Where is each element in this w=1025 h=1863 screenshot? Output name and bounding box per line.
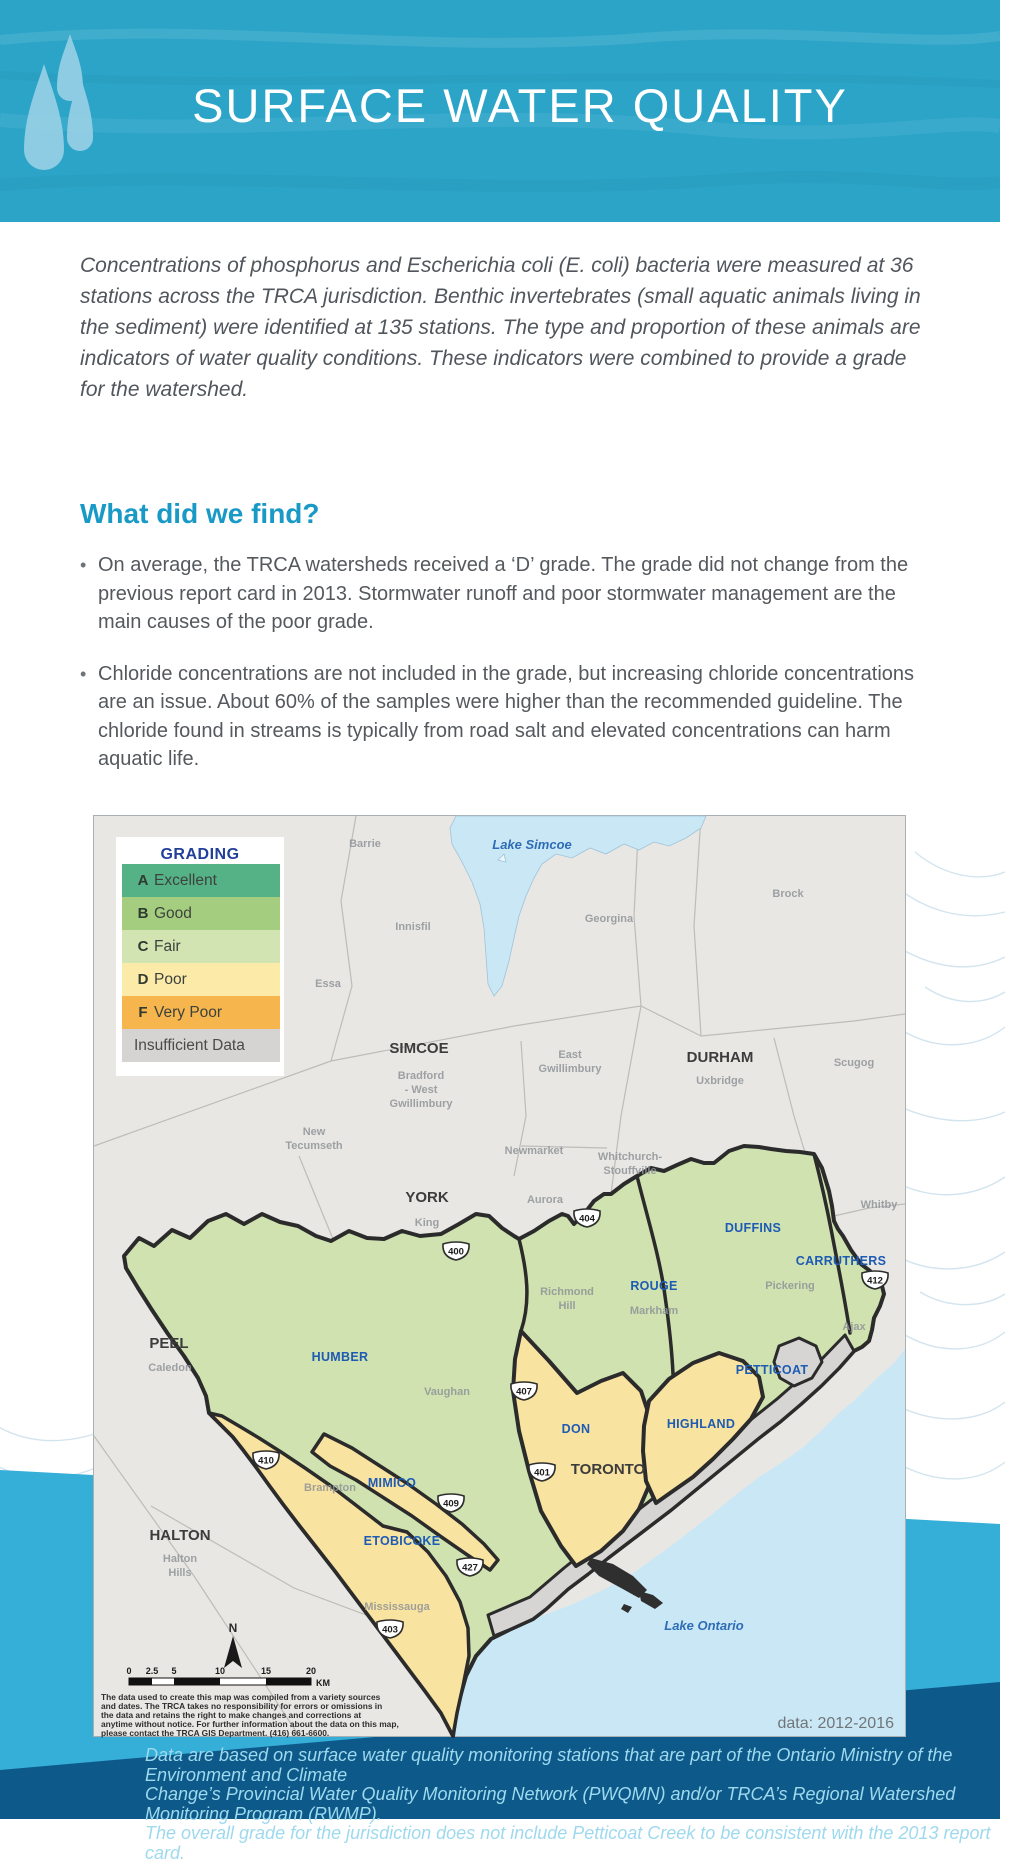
disclaimer-line-2: and dates. The TRCA takes no responsibility for errors or omissions in <box>101 1701 383 1711</box>
muni-innisfil: Innisfil <box>395 921 431 933</box>
watershed-humber-label: HUMBER <box>311 1350 369 1364</box>
finding-bullet-2: • Chloride concentrations are not included in the grade, but increasing chloride concentrations are an issue. About 60% of the samples were higher than the recommended guideline. The chloride found in streams is typically from road salt and elevated concentrations can harm aquatic life. <box>80 660 938 774</box>
scale-tick-2-5: 2.5 <box>145 1666 159 1676</box>
muni-whitby: Whitby <box>860 1199 898 1211</box>
muni-richmond-hill-2: Hill <box>558 1300 576 1312</box>
highway-409-shield: 409 <box>443 1498 459 1510</box>
legend-row-d <box>122 963 280 996</box>
muni-king: King <box>414 1217 440 1229</box>
muni-halton-hills-1: Halton <box>162 1553 198 1565</box>
watershed-duffins-label: DUFFINS <box>724 1221 782 1235</box>
scale-tick-15: 15 <box>260 1666 272 1676</box>
muni-whitchurch-1: Whitchurch- <box>597 1151 663 1163</box>
scale-tick-10: 10 <box>214 1666 226 1676</box>
muni-mississauga: Mississauga <box>364 1601 430 1613</box>
lake-ontario-label: Lake Ontario <box>664 1618 744 1633</box>
north-arrow-label: N <box>228 1621 238 1635</box>
region-durham-label: DURHAM <box>686 1049 754 1066</box>
muni-barrie: Barrie <box>349 838 381 850</box>
muni-essa: Essa <box>315 978 341 990</box>
muni-markham: Markham <box>629 1305 679 1317</box>
watershed-highland-label: HIGHLAND <box>666 1417 736 1431</box>
muni-caledon: Caledon <box>148 1362 192 1374</box>
legend-row-f <box>122 996 280 1029</box>
muni-richmond-hill-1: Richmond <box>540 1286 594 1298</box>
region-toronto-label: TORONTO <box>570 1461 646 1478</box>
muni-georgina: Georgina <box>584 913 634 925</box>
disclaimer-line-1: The data used to create this map was compiled from a variety sources <box>101 1692 381 1702</box>
muni-new-tecumseth-1: New <box>302 1126 326 1138</box>
muni-ajax: Ajax <box>842 1321 866 1333</box>
legend-grade-label: Very Poor <box>154 1003 223 1021</box>
muni-east-gwillimbury-1: East <box>558 1049 582 1061</box>
legend-grade-letter: C <box>137 938 149 955</box>
footer-line-1: Data are based on surface water quality monitoring stations that are part of the Ontario Ministry of the Environment and Climate <box>145 1745 953 1785</box>
muni-vaughan: Vaughan <box>424 1386 470 1398</box>
grading-legend <box>116 837 284 1076</box>
highway-427-shield: 427 <box>462 1562 478 1574</box>
finding-bullet-1: • On average, the TRCA watersheds received a ‘D’ grade. The grade did not change from the previous report card in 2013. Stormwater runoff and poor stormwater management are the main causes of the poor grade. <box>80 551 938 637</box>
legend-grade-letter: A <box>137 872 149 889</box>
highway-412-shield: 412 <box>867 1275 883 1287</box>
legend-row-insufficient <box>122 1029 280 1062</box>
highway-407-shield: 407 <box>516 1386 532 1398</box>
muni-pickering: Pickering <box>765 1280 815 1292</box>
intro-paragraph: Concentrations of phosphorus and Escherichia coli (E. coli) bacteria were measured at 36 stations across the TRCA jurisdiction. Benthic invertebrates (small aquatic animals living in the sediment) were identified at 135 stations. The type and proportion of these animals are indicators of water quality conditions. These indicators were combined to provide a grade for the watershed. <box>80 254 921 401</box>
scale-tick-0: 0 <box>126 1666 132 1676</box>
watershed-carruthers-label: CARRUTHERS <box>795 1254 887 1268</box>
scale-tick-20: 20 <box>305 1666 317 1676</box>
region-halton-label: HALTON <box>149 1527 211 1544</box>
scale-tick-5: 5 <box>171 1666 177 1676</box>
muni-whitchurch-2: Stouffville <box>603 1165 657 1177</box>
legend-row-b <box>122 897 280 930</box>
highway-403-shield: 403 <box>382 1624 398 1636</box>
disclaimer-line-4: anytime without notice. For further information about the data on this map, <box>101 1719 399 1729</box>
muni-brock: Brock <box>772 888 804 900</box>
findings-list <box>80 551 938 797</box>
data-years-note: data: 2012-2016 <box>777 1715 894 1732</box>
header-banner <box>0 0 1000 222</box>
legend-grade-label: Good <box>154 904 192 922</box>
disclaimer-line-3: the data and retains the right to make changes and corrections at <box>101 1710 362 1720</box>
footer-source-note <box>145 1746 1025 1863</box>
watershed-etobicoke-label: ETOBICOKE <box>363 1534 441 1548</box>
lake-simcoe-label: Lake Simcoe <box>492 837 572 852</box>
muni-newmarket: Newmarket <box>504 1145 564 1157</box>
muni-brampton: Brampton <box>304 1482 356 1494</box>
muni-bradford-1: Bradford <box>397 1070 445 1082</box>
highway-400-shield: 400 <box>448 1246 464 1258</box>
muni-aurora: Aurora <box>526 1194 564 1206</box>
watershed-mimico-label: MIMICO <box>367 1476 417 1490</box>
legend-title: GRADING <box>160 846 240 863</box>
highway-404-shield: 404 <box>579 1213 595 1225</box>
muni-halton-hills-2: Hills <box>168 1567 192 1579</box>
footer-line-3: The overall grade for the jurisdiction does not include Petticoat Creek to be consistent with the 2013 report card. <box>145 1823 991 1863</box>
watershed-map <box>93 815 906 1737</box>
scale-unit-label: KM <box>316 1678 330 1688</box>
legend-grade-label: Poor <box>154 970 187 988</box>
page-title: SURFACE WATER QUALITY <box>192 79 848 132</box>
watershed-rouge-label: ROUGE <box>630 1279 678 1293</box>
muni-bradford-3: Gwillimbury <box>389 1098 453 1110</box>
disclaimer-line-5: please contact the TRCA GIS Department. (416) 661-6600. <box>101 1728 330 1738</box>
legend-grade-letter: D <box>137 971 149 988</box>
watershed-don-label: DON <box>561 1422 591 1436</box>
legend-grade-label: Insufficient Data <box>134 1036 245 1054</box>
region-peel-label: PEEL <box>149 1335 189 1352</box>
muni-scugog: Scugog <box>833 1057 875 1069</box>
watershed-petticoat-label: PETTICOAT <box>735 1363 809 1377</box>
legend-grade-letter: B <box>137 905 149 922</box>
legend-grade-label: Fair <box>154 937 181 955</box>
muni-uxbridge: Uxbridge <box>696 1075 744 1087</box>
highway-401-shield: 401 <box>534 1467 550 1479</box>
legend-row-a <box>122 864 280 897</box>
muni-east-gwillimbury-2: Gwillimbury <box>538 1063 602 1075</box>
footer-line-2: Change’s Provincial Water Quality Monitoring Network (PWQMN) and/or TRCA’s Regional Watershed Monitoring Program (RWMP). <box>145 1784 956 1824</box>
legend-grade-letter: F <box>138 1004 148 1021</box>
findings-heading: What did we find? <box>80 498 320 529</box>
region-simcoe-label: SIMCOE <box>389 1040 449 1057</box>
muni-new-tecumseth-2: Tecumseth <box>285 1140 343 1152</box>
highway-410-shield: 410 <box>258 1455 274 1467</box>
legend-row-c <box>122 930 280 963</box>
muni-bradford-2: - West <box>404 1084 438 1096</box>
legend-grade-label: Excellent <box>154 871 217 889</box>
region-york-label: YORK <box>405 1189 449 1206</box>
